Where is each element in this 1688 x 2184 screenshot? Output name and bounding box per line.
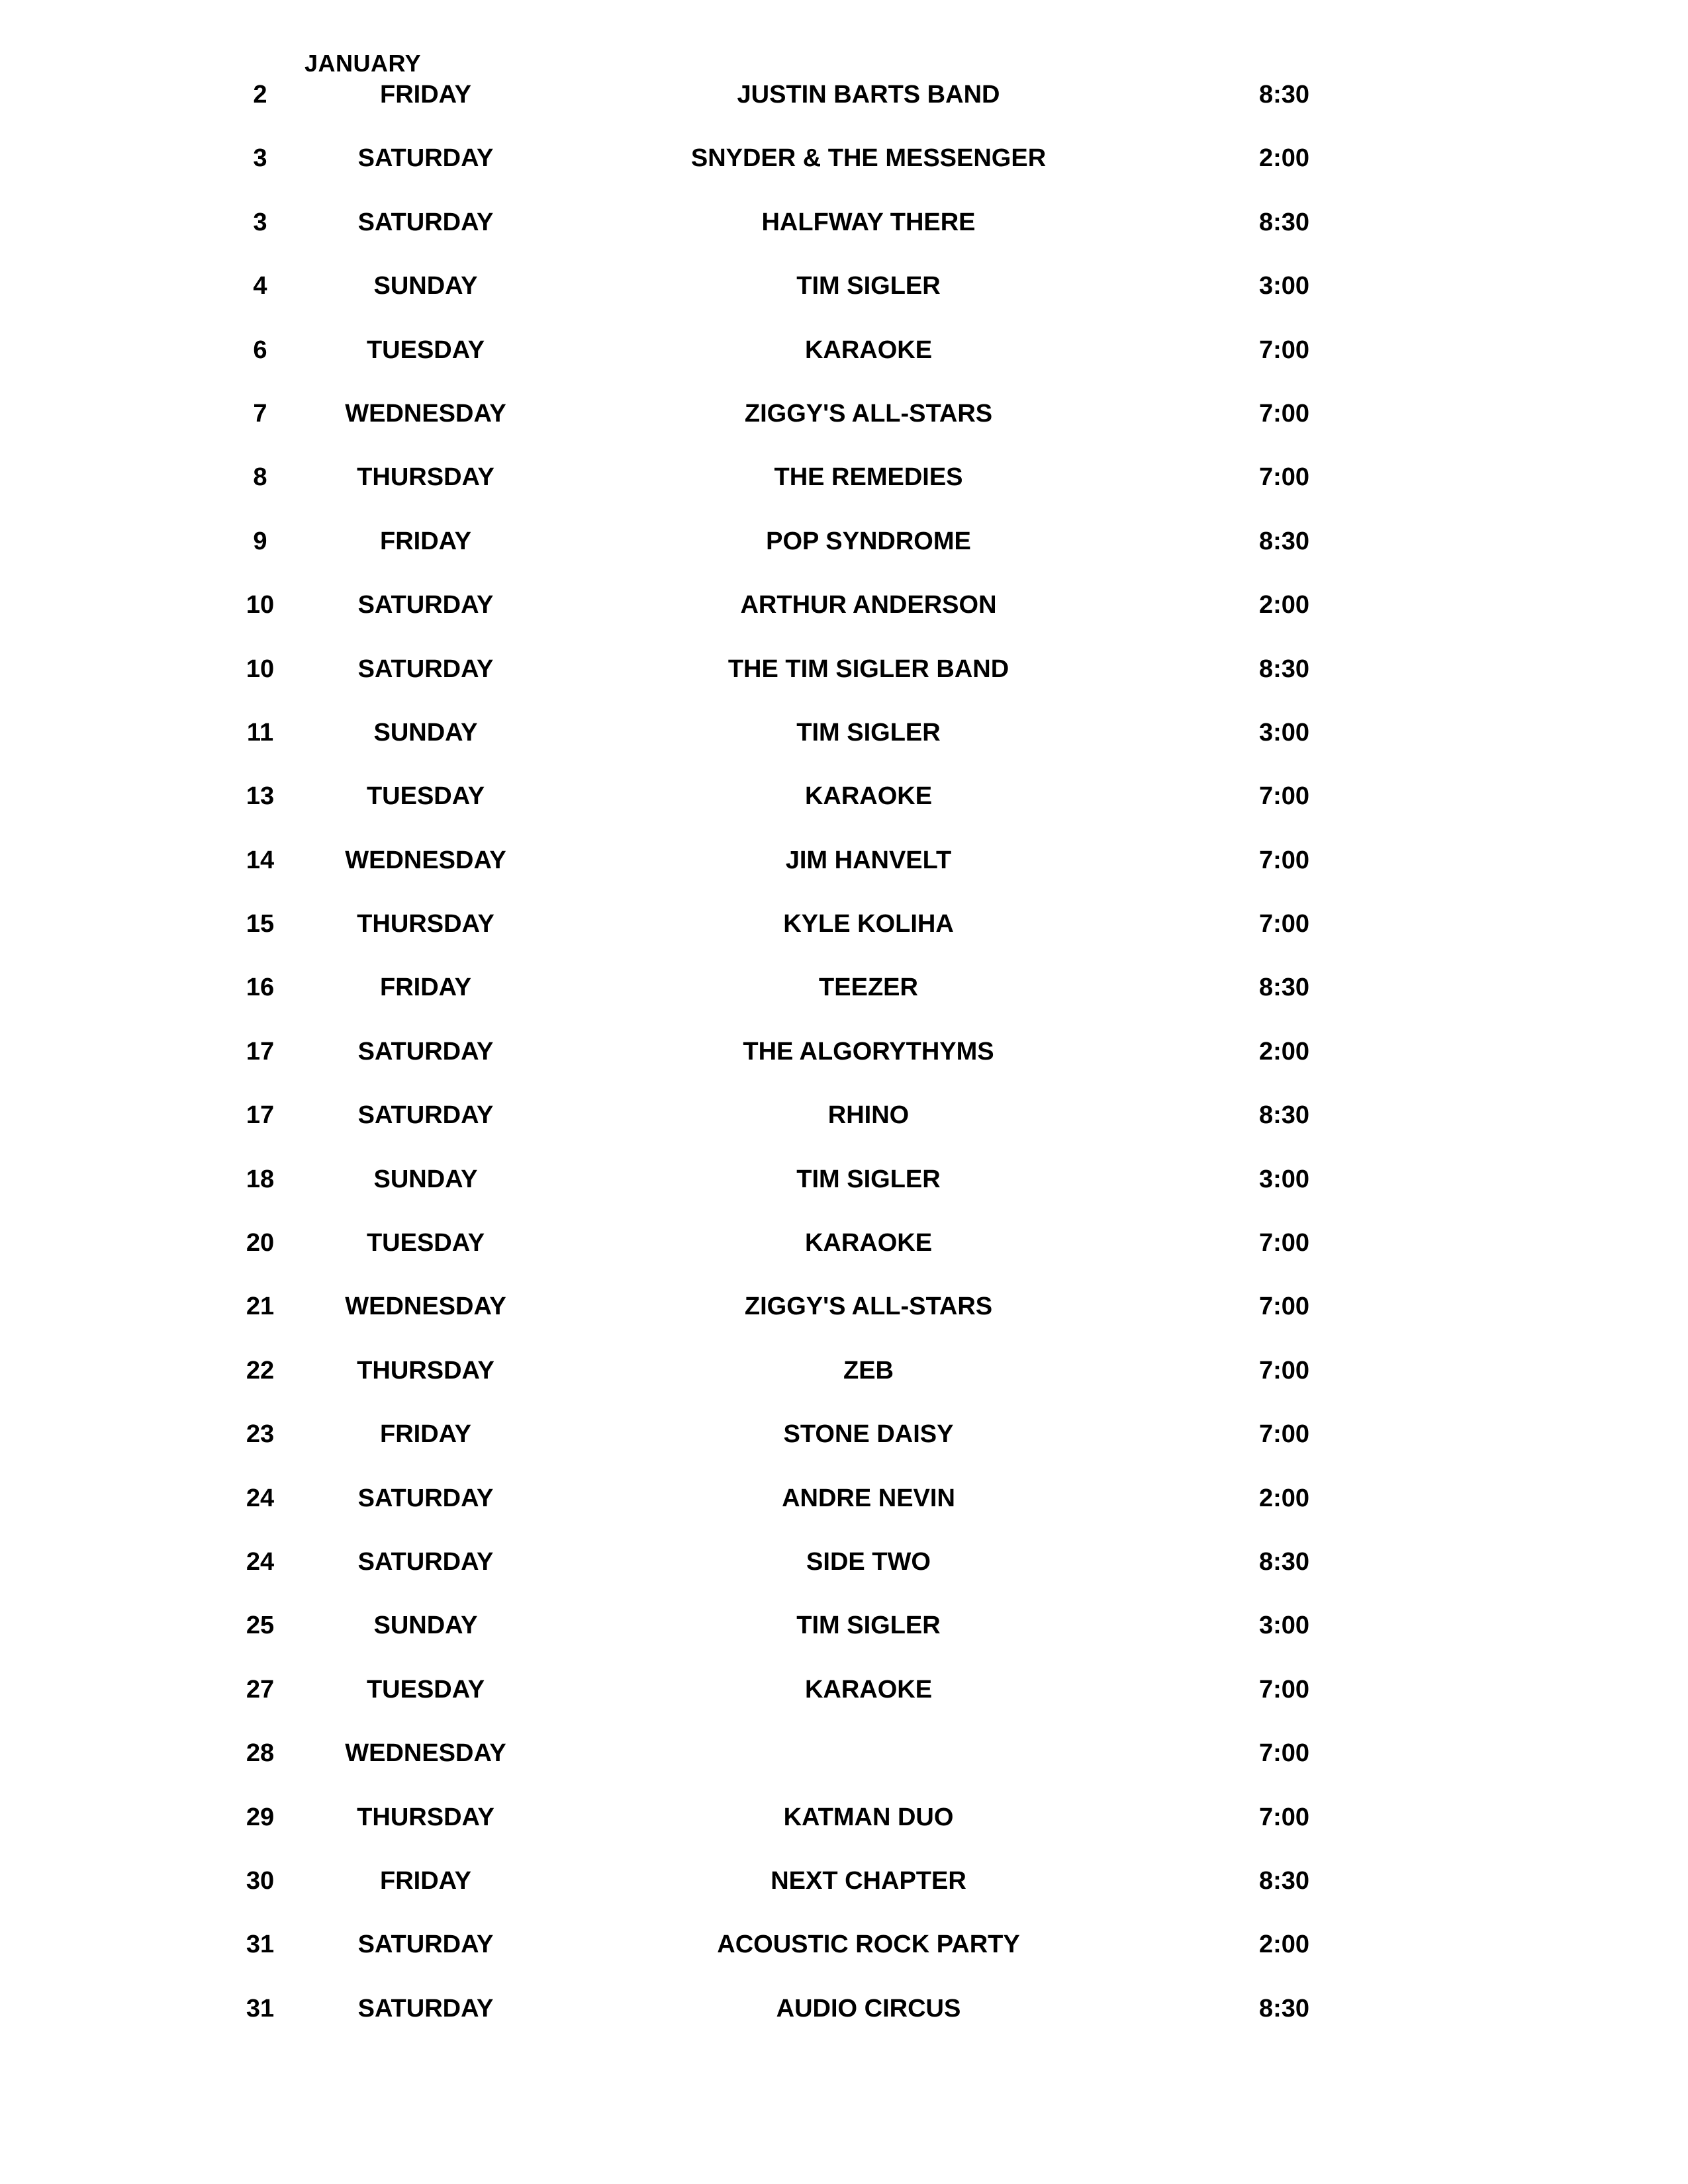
event-act: TIM SIGLER: [796, 1612, 941, 1640]
schedule-row: [0, 1035, 1688, 1099]
event-act: JIM HANVELT: [785, 846, 952, 874]
schedule-row: [0, 1290, 1688, 1353]
event-time: 7:00: [1258, 1229, 1310, 1257]
event-date: 29: [246, 1803, 275, 1831]
event-time: 8:30: [1258, 208, 1310, 236]
event-time: 7:00: [1258, 1803, 1310, 1831]
event-time: 7:00: [1258, 1675, 1310, 1704]
event-date: 20: [246, 1229, 275, 1257]
schedule-row: [0, 588, 1688, 652]
schedule-row: [0, 269, 1688, 333]
event-act: SIDE TWO: [806, 1547, 931, 1576]
schedule-row: [0, 1226, 1688, 1290]
event-act: ZIGGY'S ALL-STARS: [744, 1293, 993, 1321]
event-time: 3:00: [1258, 1612, 1310, 1640]
schedule-row: [0, 461, 1688, 524]
event-time: 7:00: [1258, 399, 1310, 428]
event-day: TUESDAY: [366, 1675, 485, 1704]
event-time: 8:30: [1258, 81, 1310, 109]
event-day: FRIDAY: [380, 974, 471, 1002]
event-day: TUESDAY: [366, 1229, 485, 1257]
event-date: 31: [246, 1994, 275, 2023]
event-day: SUNDAY: [373, 1165, 478, 1193]
schedule-row: [0, 1928, 1688, 1991]
schedule-row: [0, 1992, 1688, 2056]
event-day: WEDNESDAY: [345, 846, 506, 874]
event-act: KARAOKE: [804, 1675, 933, 1704]
schedule-row: [0, 1864, 1688, 1928]
event-day: FRIDAY: [380, 527, 471, 555]
schedule-row: [0, 716, 1688, 780]
event-act: ANDRE NEVIN: [782, 1484, 955, 1512]
event-time: 2:00: [1258, 591, 1310, 619]
event-act: TEEZER: [819, 974, 918, 1002]
schedule-row: [0, 1609, 1688, 1672]
event-date: 2: [253, 81, 267, 109]
schedule-row: [0, 334, 1688, 397]
event-day: SATURDAY: [357, 144, 494, 173]
event-act: ZEB: [843, 1356, 894, 1385]
event-date: 3: [253, 208, 267, 236]
event-time: 7:00: [1258, 1420, 1310, 1449]
schedule-row: [0, 1545, 1688, 1609]
event-date: 8: [253, 463, 267, 492]
event-date: 28: [246, 1739, 275, 1768]
schedule-row: [0, 971, 1688, 1034]
schedule-row: [0, 1163, 1688, 1226]
event-act: KARAOKE: [804, 336, 933, 364]
event-time: 7:00: [1258, 910, 1310, 938]
event-act: KYLE KOLIHA: [783, 910, 954, 938]
event-time: 2:00: [1258, 1931, 1310, 1959]
event-time: 3:00: [1258, 718, 1310, 747]
event-date: 24: [246, 1484, 275, 1512]
event-act: STONE DAISY: [783, 1420, 954, 1449]
event-act: TIM SIGLER: [796, 272, 941, 300]
schedule-row: [0, 397, 1688, 461]
schedule-row: [0, 1099, 1688, 1162]
event-date: 17: [246, 1037, 275, 1066]
event-time: 8:30: [1258, 527, 1310, 555]
schedule-row: [0, 78, 1688, 142]
event-act: HALFWAY THERE: [761, 208, 976, 236]
event-date: 14: [246, 846, 275, 874]
event-date: 13: [246, 782, 275, 811]
event-act: ZIGGY'S ALL-STARS: [744, 399, 993, 428]
event-time: 7:00: [1258, 846, 1310, 874]
schedule-row: [0, 907, 1688, 971]
event-date: 6: [253, 336, 267, 364]
event-time: 7:00: [1258, 1293, 1310, 1321]
event-act: NEXT CHAPTER: [771, 1866, 966, 1895]
event-day: SATURDAY: [357, 591, 494, 619]
event-time: 7:00: [1258, 782, 1310, 811]
event-day: THURSDAY: [357, 1356, 494, 1385]
event-day: SATURDAY: [357, 1547, 494, 1576]
event-act: TIM SIGLER: [796, 718, 941, 747]
event-date: 10: [246, 591, 275, 619]
event-act: THE REMEDIES: [774, 463, 963, 492]
event-date: 17: [246, 1101, 275, 1130]
event-act: THE TIM SIGLER BAND: [727, 655, 1009, 683]
event-time: 3:00: [1258, 1165, 1310, 1193]
event-day: FRIDAY: [380, 1420, 471, 1449]
schedule-row: [0, 844, 1688, 907]
event-time: 8:30: [1258, 1547, 1310, 1576]
event-date: 25: [246, 1612, 275, 1640]
event-time: 2:00: [1258, 1484, 1310, 1512]
schedule-row: [0, 1482, 1688, 1545]
event-time: 7:00: [1258, 336, 1310, 364]
event-date: 22: [246, 1356, 275, 1385]
event-day: THURSDAY: [357, 463, 494, 492]
event-day: FRIDAY: [380, 81, 471, 109]
event-act: KARAOKE: [804, 782, 933, 811]
event-act: ACOUSTIC ROCK PARTY: [717, 1931, 1020, 1959]
schedule-row: [0, 525, 1688, 588]
event-day: SATURDAY: [357, 208, 494, 236]
event-day: SUNDAY: [373, 1612, 478, 1640]
event-date: 3: [253, 144, 267, 173]
event-time: 3:00: [1258, 272, 1310, 300]
event-date: 30: [246, 1866, 275, 1895]
event-time: 8:30: [1258, 655, 1310, 683]
schedule-row: [0, 1418, 1688, 1481]
schedule-row: [0, 780, 1688, 843]
event-date: 16: [246, 974, 275, 1002]
event-time: 7:00: [1258, 1356, 1310, 1385]
schedule-row: [0, 1801, 1688, 1864]
month-heading: JANUARY: [305, 50, 422, 77]
event-date: 23: [246, 1420, 275, 1449]
event-act: KARAOKE: [804, 1229, 933, 1257]
event-act: RHINO: [827, 1101, 910, 1130]
event-day: WEDNESDAY: [345, 1739, 506, 1768]
event-act: KATMAN DUO: [783, 1803, 954, 1831]
event-act: POP SYNDROME: [766, 527, 971, 555]
event-act: AUDIO CIRCUS: [776, 1994, 961, 2023]
event-time: 8:30: [1258, 1866, 1310, 1895]
event-date: 27: [246, 1675, 275, 1704]
event-date: 9: [253, 527, 267, 555]
event-time: 7:00: [1258, 463, 1310, 492]
schedule-row: [0, 1737, 1688, 1800]
event-day: SATURDAY: [357, 1994, 494, 2023]
event-act: SNYDER & THE MESSENGER: [690, 144, 1047, 173]
event-date: 18: [246, 1165, 275, 1193]
event-act: ARTHUR ANDERSON: [740, 591, 997, 619]
event-day: THURSDAY: [357, 1803, 494, 1831]
event-date: 11: [246, 718, 274, 747]
event-day: FRIDAY: [380, 1866, 471, 1895]
event-act: THE ALGORYTHYMS: [743, 1037, 994, 1066]
event-day: THURSDAY: [357, 910, 494, 938]
event-day: TUESDAY: [366, 782, 485, 811]
schedule-row: [0, 142, 1688, 205]
event-date: 15: [246, 910, 275, 938]
event-time: 8:30: [1258, 974, 1310, 1002]
event-day: SATURDAY: [357, 1484, 494, 1512]
schedule-row: [0, 653, 1688, 716]
event-time: 8:30: [1258, 1994, 1310, 2023]
event-date: 24: [246, 1547, 275, 1576]
event-day: TUESDAY: [366, 336, 485, 364]
event-day: SUNDAY: [373, 718, 478, 747]
event-time: 2:00: [1258, 1037, 1310, 1066]
event-day: SUNDAY: [373, 272, 478, 300]
event-day: SATURDAY: [357, 1931, 494, 1959]
event-date: 21: [246, 1293, 275, 1321]
event-schedule: [0, 78, 1688, 2056]
event-time: 2:00: [1258, 144, 1310, 173]
event-day: WEDNESDAY: [345, 399, 506, 428]
event-day: WEDNESDAY: [345, 1293, 506, 1321]
event-date: 31: [246, 1931, 275, 1959]
event-time: 7:00: [1258, 1739, 1310, 1768]
event-date: 4: [253, 272, 267, 300]
event-act: JUSTIN BARTS BAND: [737, 81, 1000, 109]
event-day: SATURDAY: [357, 655, 494, 683]
event-day: SATURDAY: [357, 1101, 494, 1130]
event-time: 8:30: [1258, 1101, 1310, 1130]
event-date: 10: [246, 655, 275, 683]
event-act: TIM SIGLER: [796, 1165, 941, 1193]
schedule-row: [0, 1673, 1688, 1737]
event-day: SATURDAY: [357, 1037, 494, 1066]
schedule-row: [0, 206, 1688, 269]
schedule-row: [0, 1354, 1688, 1418]
event-date: 7: [253, 399, 267, 428]
